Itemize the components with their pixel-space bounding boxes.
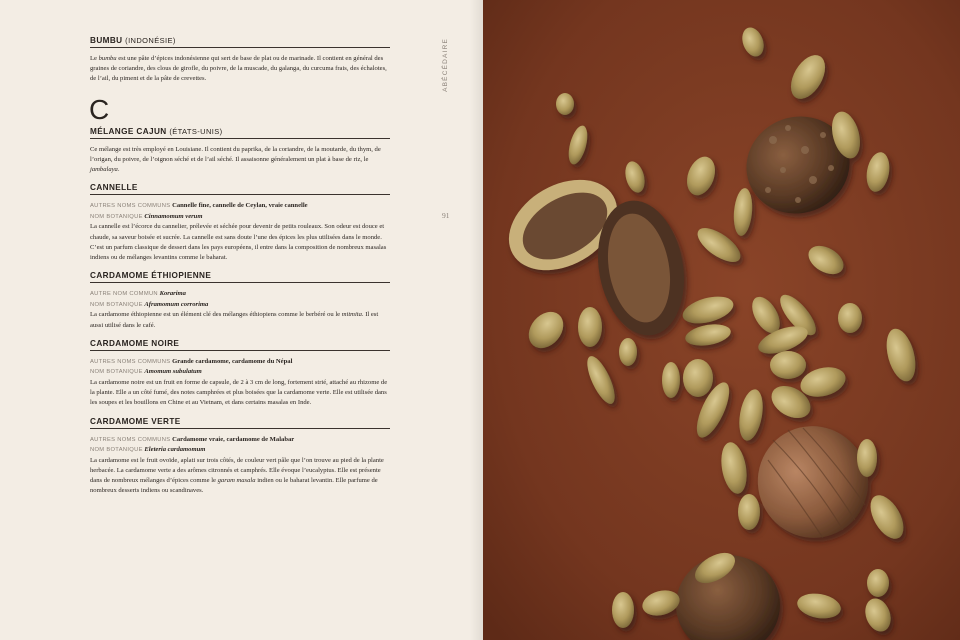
meta-label: AUTRE NOM COMMUN <box>90 291 158 298</box>
green-cardamom-pod <box>662 362 680 398</box>
common-names-cannelle <box>90 201 390 212</box>
spice-photo <box>483 0 960 640</box>
text-segment: La cardamome éthiopienne est un élément clé des mélanges éthiopiens comme le berbéré ou le <box>90 311 342 319</box>
entry-region: (INDONÉSIE) <box>125 36 176 45</box>
entry-name: CARDAMOME NOIRE <box>90 338 180 348</box>
section-letter: C <box>89 93 110 125</box>
text-segment: Ce mélange est très employé en Louisiane. Il contient du paprika, de la coriandre, de la moutarde, du thym, de l’origan, du poivre, de l’oignon séché et de l’ail séché. Il assaisonne généralement un plat à base de riz, le <box>90 145 381 163</box>
text-column <box>90 36 390 497</box>
common-names-cardamome-verte <box>90 435 390 446</box>
meta-label: NOM BOTANIQUE <box>90 447 143 454</box>
entry-name: CARDAMOME ÉTHIOPIENNE <box>90 271 212 281</box>
common-names-cardamome-ethiopienne <box>90 289 390 300</box>
entry-title-cardamome-noire <box>90 339 390 351</box>
green-cardamom-pod <box>612 592 634 628</box>
green-cardamom-pod <box>556 93 574 115</box>
green-cardamom-pod <box>683 359 713 397</box>
meta-value: Cannelle fine, cannelle de Ceylan, vraie cannelle <box>172 202 308 210</box>
green-cardamom-pod <box>838 303 862 333</box>
entry-name: MÉLANGE CAJUN <box>90 126 167 136</box>
text-segment: . Il est aussi utilisé dans le café. <box>90 311 379 329</box>
entry-name: CARDAMOME VERTE <box>90 416 181 426</box>
green-cardamom-pod <box>857 439 877 477</box>
meta-value: Cinnamomum verum <box>144 212 203 220</box>
entry-text-cardamome-verte <box>90 456 390 497</box>
green-cardamom-pod <box>619 338 637 366</box>
meta-label: NOM BOTANIQUE <box>90 213 143 220</box>
meta-value: Cardamome vraie, cardamome de Malabar <box>172 435 295 443</box>
meta-value: Grande cardamome, cardamome du Népal <box>172 357 293 365</box>
photo-page <box>483 0 960 640</box>
text-emphasis: bumbu <box>98 55 117 62</box>
meta-value: Aframomum corrorima <box>144 300 209 308</box>
text-segment: est une pâte d’épices indonésienne qui sert de base de plat ou de marinade. Il contient en général des graines de coriandre, des clous de girofle, du poivre, de la muscade, du galanga, du curcuma frais, des échalotes, de l’ail, du piment et de la pâte de crevettes. <box>90 55 387 83</box>
page-number: 91 <box>442 211 450 220</box>
entry-text-cardamome-ethiopienne <box>90 310 390 330</box>
entry-name: BUMBU <box>90 36 123 45</box>
section-side-label: ABÉCÉDAIRE <box>442 38 449 92</box>
meta-label: AUTRES NOMS COMMUNS <box>90 203 171 210</box>
meta-value: Eleteria cardamomum <box>144 446 206 454</box>
botanic-name-cannelle <box>90 212 390 223</box>
entry-text-cajun <box>90 145 390 176</box>
entry-text-bumbu <box>90 54 390 85</box>
common-names-cardamome-noire <box>90 357 390 368</box>
meta-value: Amomum subulatum <box>144 368 202 376</box>
text-segment: La cardamome est le fruit ovoïde, aplati sur trois côtés, de couleur vert pâle que l’on trouve au pied de la plante herbacée. La cardamome verte a des arômes citronnés et camphrés. Elle évoque l’eucalyptus. Elle est présente dans de nombreux mélanges d’épices comme le <box>90 456 384 485</box>
green-cardamom-pod <box>738 494 760 530</box>
text-segment: Le <box>90 55 99 62</box>
entry-title-cardamome-verte <box>90 417 390 429</box>
entry-name: CANNELLE <box>90 183 138 193</box>
text-emphasis: jambalaya <box>90 166 118 174</box>
entry-text-cardamome-noire: La cardamome noire est un fruit en forme de capsule, de 2 à 3 cm de long, fortement strié, attaché au rhizome de la plante. Elle a un côté fumé, des notes camphrées et plus boisées que la cardamome verte. Elle est utilisée dans les soupes et les bouillons en Chine et au Vietnam, et dans certains masalas en Inde. <box>90 379 388 407</box>
entry-title-bumbu <box>90 36 390 48</box>
text-segment: indien ou le baharat levantin. Elle parfume de nombreux desserts indiens ou scandinaves. <box>90 477 378 495</box>
entry-region: (ÉTATS-UNIS) <box>169 126 223 136</box>
book-gutter-shadow <box>470 0 484 640</box>
text-segment: . <box>117 166 120 174</box>
meta-label: AUTRES NOMS COMMUNS <box>90 436 171 443</box>
green-cardamom-pod <box>578 307 602 347</box>
text-emphasis: garam masala <box>217 477 256 485</box>
entry-text-cannelle: La cannelle est l’écorce du cannelier, prélevée et séchée pour devenir de petits rouleaux. Son odeur est douce et chaude, sa saveur boisée et sucrée. La cannelle est sans doute l’une des épices les plus utilisées dans le monde. C’est un parfum classique de dessert dans les pays européens, il entre dans la composition de nombreux masalas indiens ou de mélanges levantins comme le baharat. <box>90 223 387 262</box>
text-emphasis: mitmita <box>341 311 362 319</box>
entry-title-cardamome-ethiopienne <box>90 271 390 283</box>
meta-label: NOM BOTANIQUE <box>90 369 143 376</box>
meta-label: NOM BOTANIQUE <box>90 301 143 308</box>
meta-label: AUTRES NOMS COMMUNS <box>90 358 171 365</box>
botanic-name-cardamome-ethiopienne <box>90 300 390 311</box>
meta-value: Korarima <box>159 290 186 298</box>
entry-title-cajun <box>90 127 390 139</box>
botanic-name-cardamome-verte <box>90 445 390 456</box>
botanic-name-cardamome-noire <box>90 367 390 378</box>
green-cardamom-pod <box>867 569 889 597</box>
green-cardamom-pod <box>770 351 806 379</box>
entry-title-cannelle <box>90 183 390 195</box>
